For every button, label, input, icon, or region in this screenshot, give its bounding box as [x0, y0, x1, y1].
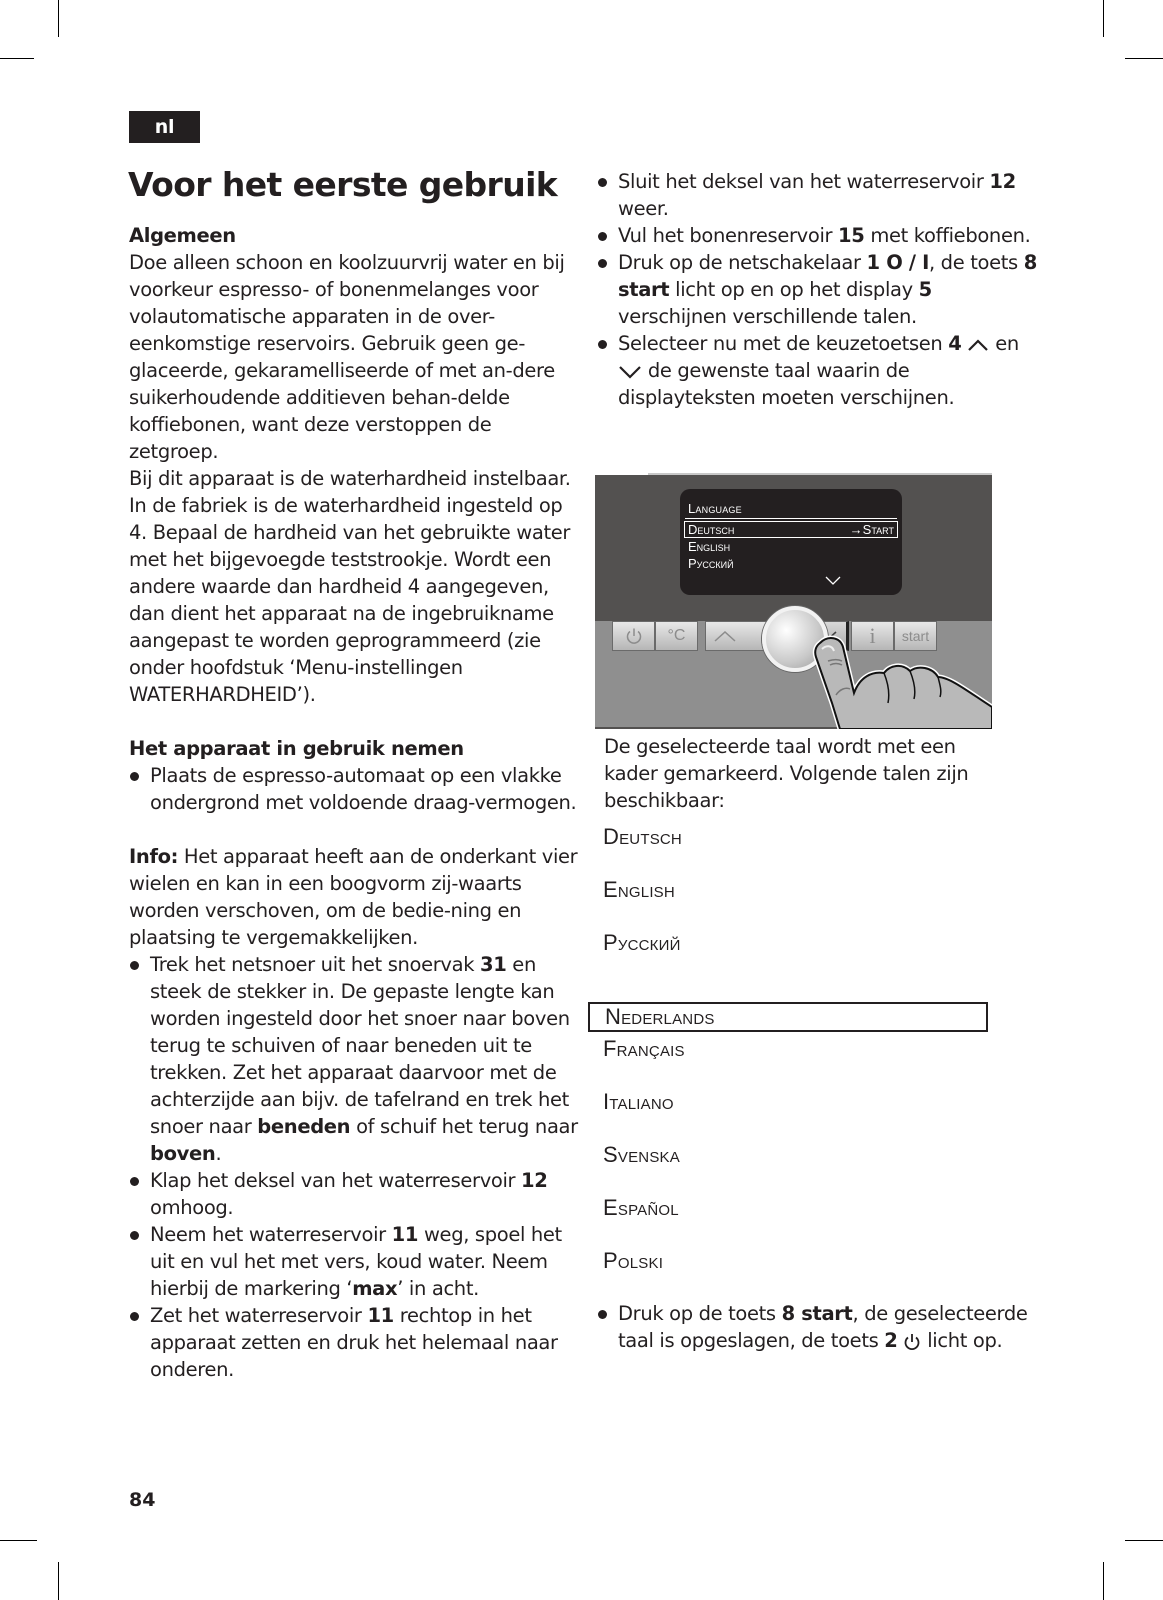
crop-mark — [1103, 0, 1104, 37]
language-item: Deutsch — [603, 824, 682, 849]
final-instruction — [597, 1300, 1037, 1354]
section-heading-setup: Het apparaat in gebruik nemen — [129, 737, 464, 760]
language-item: Svenska — [603, 1142, 680, 1167]
bullet-icon — [130, 1177, 139, 1186]
chevron-up-icon — [714, 630, 736, 642]
crop-mark — [58, 1562, 59, 1600]
power-button — [612, 621, 655, 651]
crop-mark — [58, 0, 59, 37]
general-paragraph-2: Bij dit apparaat is de waterhardheid instelbaar. In de fabriek is de waterhardheid ingesteld op 4. Bepaal de hardheid van het gebruikte water met het bijgevoegde teststrookje. Wordt een andere waarde dan hardheid 4 aangegeven, dan dient het apparaat na de ingebruikname aangepast te worden geprogrammeerd (zie onder hoofdstuk ‘Menu-instellingen WATERHARDHEID’). — [129, 467, 571, 706]
chevron-up-icon — [967, 338, 989, 352]
display-screen — [680, 489, 902, 595]
list-item: Vul het bonenreservoir 15 met koffiebonen. — [597, 222, 1037, 249]
bullet-icon — [598, 259, 607, 268]
chevron-down-icon — [825, 576, 841, 586]
pointing-hand-icon — [810, 633, 992, 729]
display-start-hint: →Start — [849, 522, 894, 537]
language-item: English — [603, 877, 675, 902]
info-button: i — [851, 621, 894, 651]
display-row: English — [688, 539, 731, 554]
list-item: Druk op de netschakelaar 1 O / I, de toets 8 start licht op en op het display 5 verschijnen verschillende talen. — [597, 249, 1037, 330]
language-item: Polski — [603, 1248, 664, 1273]
after-figure-text: De geselecteerde taal wordt met een kader gemarkeerd. Volgende talen zijn beschikbaar: — [604, 735, 969, 812]
power-icon — [903, 1333, 921, 1351]
bullet-icon — [598, 178, 607, 187]
power-icon — [625, 627, 643, 645]
section-heading-general: Algemeen — [129, 224, 236, 247]
crop-mark — [0, 1540, 37, 1541]
crop-mark — [1125, 58, 1163, 59]
bullet-icon — [598, 232, 607, 241]
list-item: Zet het waterreservoir 11 rechtop in het apparaat zetten en druk het helemaal naar onderen. — [129, 1302, 579, 1383]
control-panel-illustration — [595, 473, 992, 729]
general-paragraph-1: Doe alleen schoon en koolzuurvrij water en bij voorkeur espresso- of bonenmelanges voor volautomatische apparaten in de over-eenkomstige reservoirs. Gebruik geen ge-glaceerde, gekaramelliseerde of met an-dere suikerhoudende additieven behan-delde koffiebonen, want deze verstoppen de zetgroep. — [129, 251, 565, 463]
start-button: start — [894, 621, 937, 651]
temperature-button: °C — [655, 621, 698, 651]
list-item: Klap het deksel van het waterreservoir 12 omhoog. — [129, 1167, 579, 1221]
right-column — [597, 168, 1037, 411]
crop-mark — [0, 58, 34, 59]
left-column — [129, 222, 579, 1383]
language-item: Español — [603, 1195, 679, 1220]
display-row: Deutsch — [688, 522, 735, 537]
bullet-icon — [130, 772, 139, 781]
bullet-icon — [598, 1310, 607, 1319]
display-title: Language — [688, 501, 742, 516]
list-item: Druk op de toets 8 start, de geselecteerde taal is opgeslagen, de toets 2 licht op. — [597, 1300, 1037, 1354]
page-number: 84 — [129, 1489, 156, 1511]
list-item: Trek het netsnoer uit het snoervak 31 en steek de stekker in. De gepaste lengte kan worden ingesteld door het snoer naar boven terug te schuiven of naar beneden uit te trekken. Zet het apparaat daarvoor met de achterzijde aan bijv. de tafelrand en trek het snoer naar beneden of schuif het terug naar boven. — [129, 951, 579, 1167]
bullet-icon — [598, 340, 607, 349]
list-item: Selecteer nu met de keuzetoetsen 4 en de gewenste taal waarin de displayteksten moeten verschijnen. — [597, 330, 1037, 411]
chevron-down-icon — [618, 365, 642, 379]
list-item: Sluit het deksel van het waterreservoir 12 weer. — [597, 168, 1037, 222]
list-item: Neem het waterreservoir 11 weg, spoel het uit en vul het met vers, koud water. Neem hierbij de markering ‘max’ in acht. — [129, 1221, 579, 1302]
language-item-selected: Nederlands — [588, 1002, 988, 1032]
display-row: Русский — [688, 556, 734, 571]
list-item: Plaats de espresso-automaat op een vlakke ondergrond met voldoende draag-vermogen. — [129, 762, 579, 816]
language-item: Русский — [603, 930, 681, 955]
crop-mark — [1103, 1562, 1104, 1600]
bullet-icon — [130, 1231, 139, 1240]
crop-mark — [1125, 1540, 1163, 1541]
bullet-icon — [130, 1312, 139, 1321]
bullet-icon — [130, 961, 139, 970]
page-title: Voor het eerste gebruik — [128, 165, 558, 204]
info-note: Info: Het apparaat heeft aan de onderkant vier wielen en kan in een boogvorm zij-waarts worden verschoven, om de bedie-ning en plaatsing te vergemakkelijken. — [129, 845, 578, 949]
language-tab: nl — [129, 111, 200, 143]
language-item: Italiano — [603, 1089, 674, 1114]
language-item: Français — [603, 1036, 685, 1061]
